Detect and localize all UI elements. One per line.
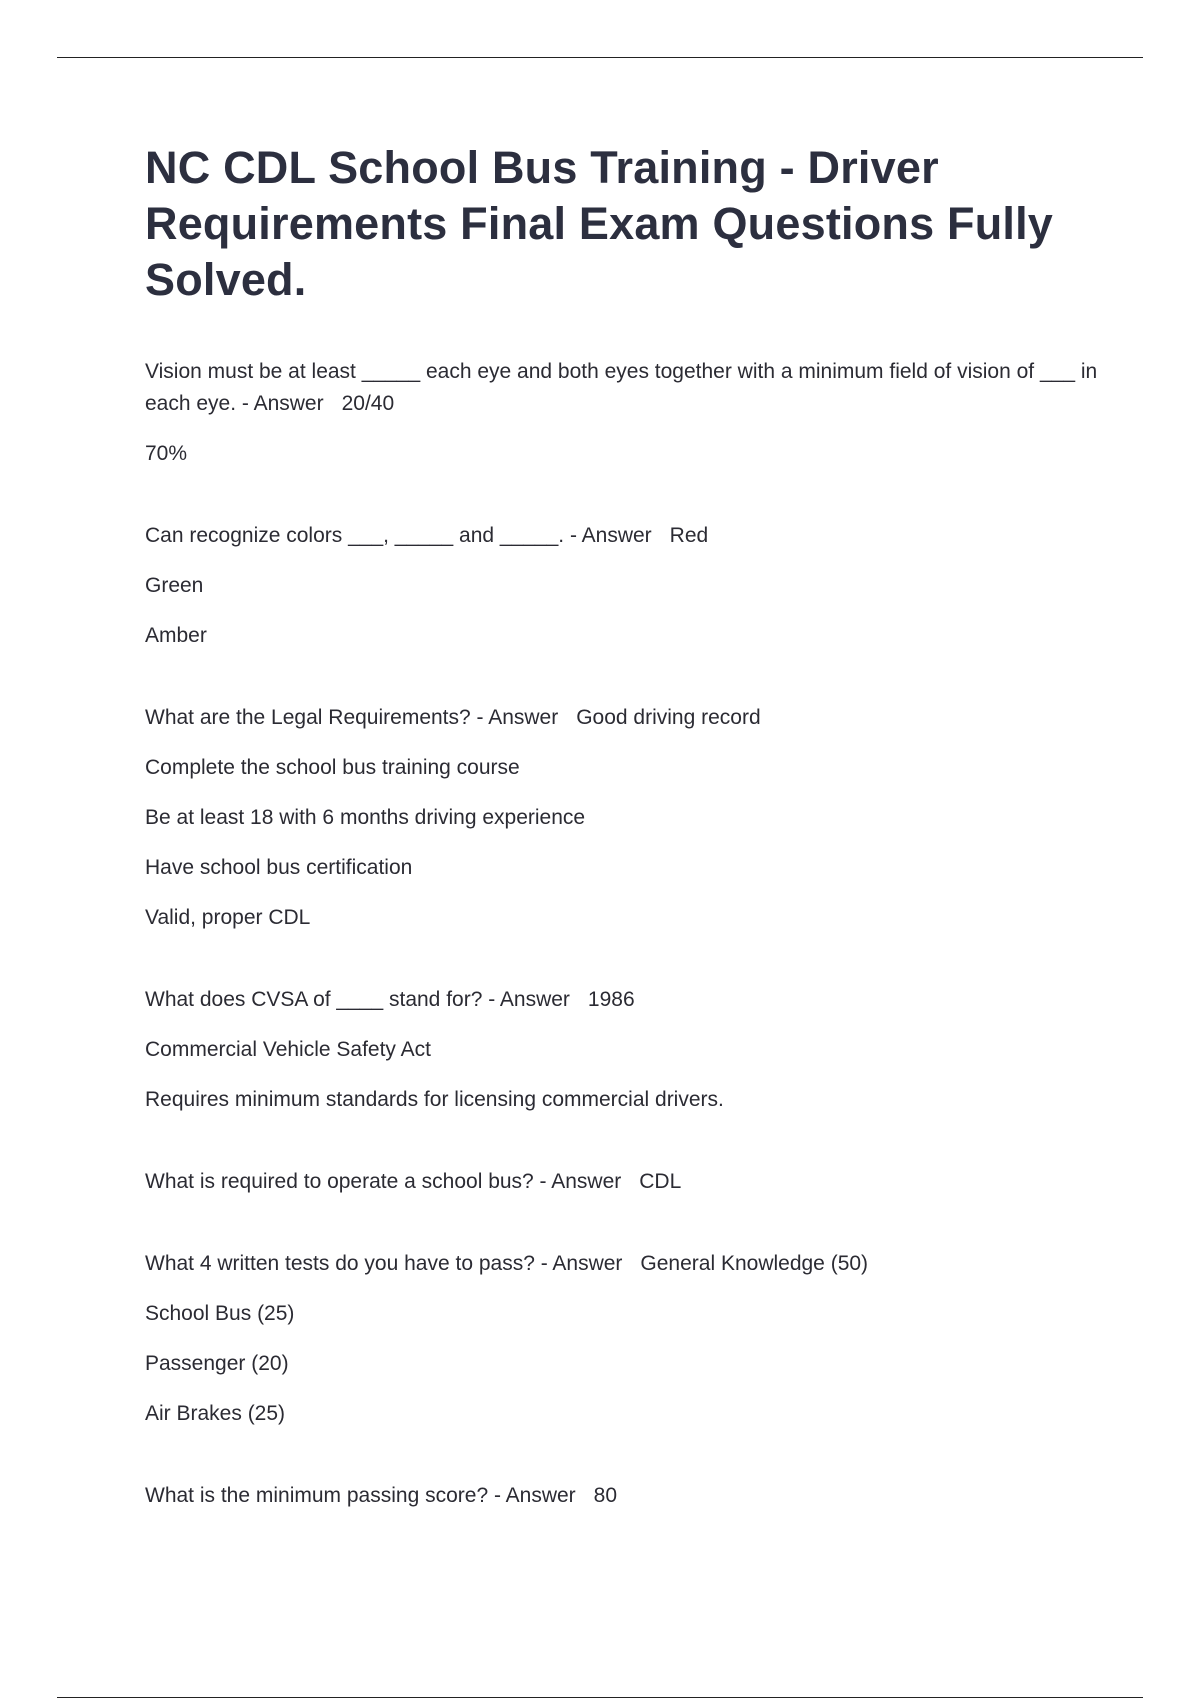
question bbox=[145, 984, 1105, 1016]
answer-text: 80 bbox=[593, 1484, 618, 1507]
answer-line: Valid, proper CDL bbox=[145, 906, 311, 929]
answer-line: Green bbox=[145, 574, 204, 597]
page-title: NC CDL School Bus Training - Driver Requirements Final Exam Questions Fully Solved. bbox=[145, 142, 1054, 305]
question bbox=[145, 1480, 1105, 1512]
answer-line: Requires minimum standards for licensing commercial drivers. bbox=[145, 1088, 724, 1111]
question-text: What does CVSA of ____ stand for? - Answer bbox=[145, 988, 570, 1011]
answer-line: Complete the school bus training course bbox=[145, 756, 520, 779]
qa-item bbox=[145, 1248, 1105, 1430]
answer-text: General Knowledge (50) bbox=[640, 1252, 869, 1275]
answer-text: 1986 bbox=[587, 988, 635, 1011]
qa-item bbox=[145, 702, 1105, 934]
answer-text: Good driving record bbox=[576, 706, 761, 729]
question-text: What is the minimum passing score? - Answer bbox=[145, 1484, 576, 1507]
question bbox=[145, 1166, 1105, 1198]
answer-line: School Bus (25) bbox=[145, 1302, 295, 1325]
qa-item bbox=[145, 520, 1105, 652]
question bbox=[145, 520, 1105, 552]
qa-item bbox=[145, 984, 1105, 1116]
answer-line: Amber bbox=[145, 624, 207, 647]
qa-item bbox=[145, 356, 1105, 470]
qa-item bbox=[145, 1166, 1105, 1198]
bottom-rule bbox=[57, 1697, 1143, 1698]
question-text: What 4 written tests do you have to pass? - Answer bbox=[145, 1252, 623, 1275]
question-text: What is required to operate a school bus? - Answer bbox=[145, 1170, 622, 1193]
answer-line: 70% bbox=[145, 442, 188, 465]
answer-line: Passenger (20) bbox=[145, 1352, 289, 1375]
answer-text: CDL bbox=[639, 1170, 682, 1193]
answer-text: 20/40 bbox=[341, 392, 395, 415]
question-text: Can recognize colors ___, _____ and _____. - Answer bbox=[145, 524, 652, 547]
qa-list bbox=[145, 356, 1105, 1512]
question bbox=[145, 356, 1105, 420]
top-rule bbox=[57, 57, 1143, 58]
answer-line: Be at least 18 with 6 months driving experience bbox=[145, 806, 586, 829]
question bbox=[145, 1248, 1105, 1280]
qa-item bbox=[145, 1480, 1105, 1512]
question-text: Vision must be at least _____ each eye and both eyes together with a minimum field of vision of ___ in each eye. - Answer bbox=[145, 360, 1098, 415]
question bbox=[145, 702, 1105, 734]
answer-line: Commercial Vehicle Safety Act bbox=[145, 1038, 431, 1061]
answer-line: Air Brakes (25) bbox=[145, 1402, 286, 1425]
answer-line: Have school bus certification bbox=[145, 856, 413, 879]
question-text: What are the Legal Requirements? - Answer bbox=[145, 706, 559, 729]
answer-text: Red bbox=[669, 524, 709, 547]
document-body bbox=[145, 140, 1105, 1562]
